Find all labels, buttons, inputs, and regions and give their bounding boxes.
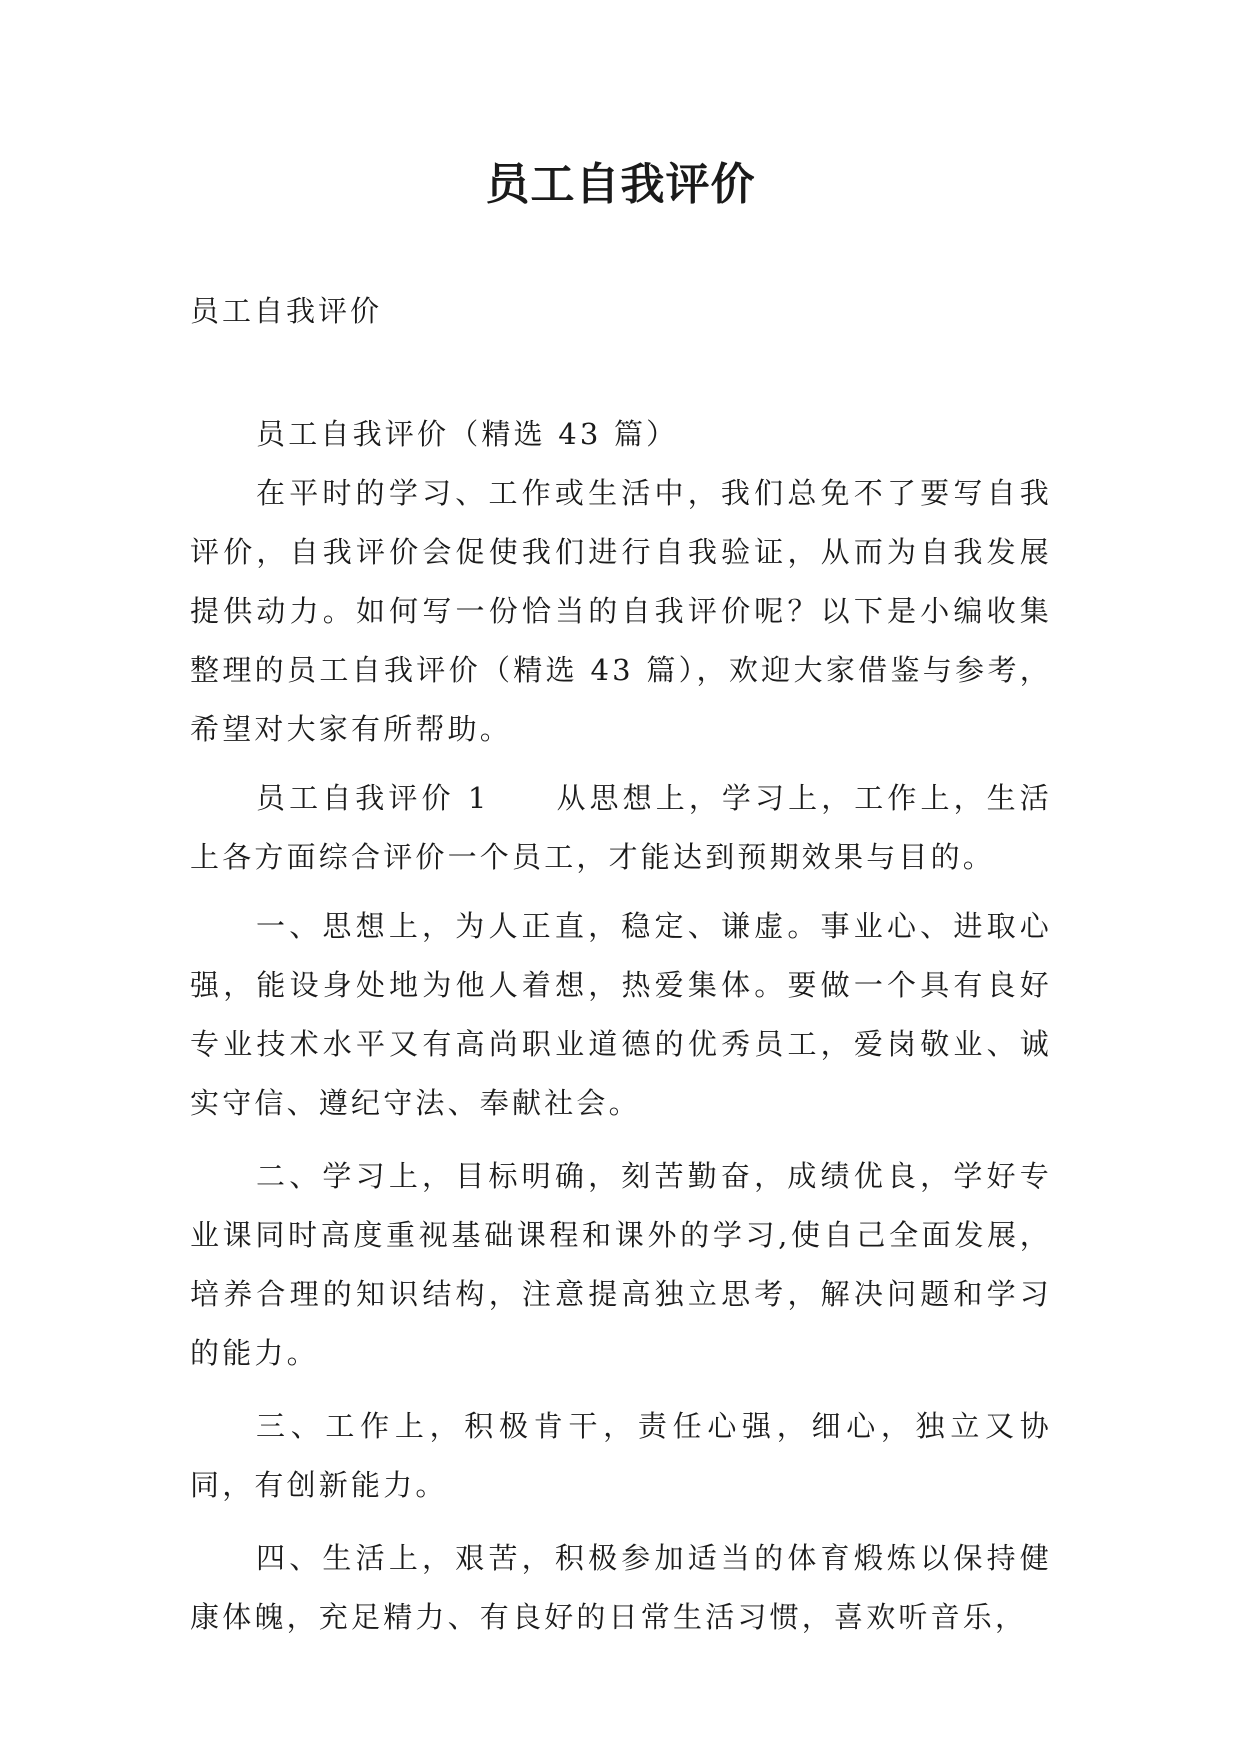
intro-heading: 员工自我评价（精选 43 篇）	[256, 417, 679, 451]
point-one: 一、思想上，为人正直，稳定、谦虚。事业心、进取心强，能设身处地为他人着想，热爱集体。要做一个具有良好专业技术水平又有高尚职业道德的优秀员工，爱岗敬业、诚实守信、遵纪守法、奉献社会。	[190, 909, 1052, 1120]
section-paragraph	[190, 769, 1052, 887]
point-two: 二、学习上，目标明确，刻苦勤奋，成绩优良，学好专业课同时高度重视基础课程和课外的学习,使自己全面发展，培养合理的知识结构，注意提高独立思考，解决问题和学习的能力。	[190, 1159, 1052, 1370]
point-four: 四、生活上，艰苦，积极参加适当的体育煅炼以保持健康体魄，充足精力、有良好的日常生活习惯，喜欢听音乐，	[190, 1541, 1052, 1634]
section-heading: 员工自我评价 1	[256, 781, 490, 815]
document-subtitle: 员工自我评价	[190, 294, 383, 328]
point-three: 三、工作上，积极肯干，责任心强，细心，独立又协同，有创新能力。	[190, 1409, 1052, 1502]
intro-paragraph: 在平时的学习、工作或生活中，我们总免不了要写自我评价，自我评价会促使我们进行自我验证，从而为自我发展提供动力。如何写一份恰当的自我评价呢？以下是小编收集整理的员工自我评价（精选 43 篇），欢迎大家借鉴与参考，希望对大家有所帮助。	[190, 476, 1052, 746]
document-title: 员工自我评价	[485, 159, 756, 210]
section-intro-text: 从思想上，学习上，工作上，生活上各方面综合评价一个员工，才能达到预期效果与目的。	[190, 781, 1052, 874]
document-body	[190, 405, 1052, 1647]
